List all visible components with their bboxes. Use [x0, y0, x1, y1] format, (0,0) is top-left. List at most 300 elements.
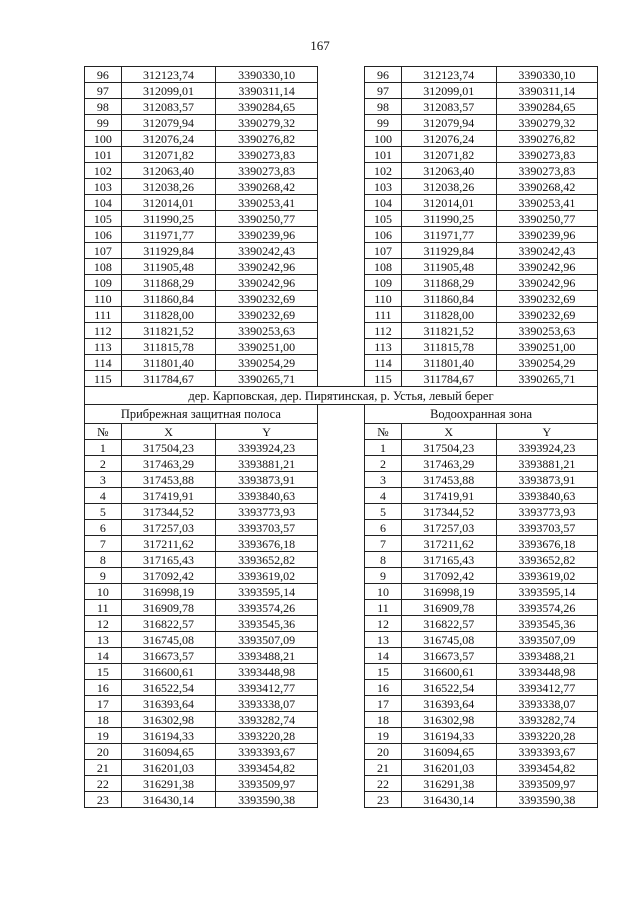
- table-row: [85, 195, 598, 211]
- right-cell-x: 316822,57: [401, 616, 496, 632]
- left-cell-number: 5: [85, 504, 122, 520]
- right-cell-number: 11: [365, 600, 402, 616]
- right-cell-y: 3393773,93: [496, 504, 597, 520]
- left-cell-x: 312038,26: [121, 179, 216, 195]
- right-cell-y: 3390279,32: [496, 115, 597, 131]
- right-cell-y: 3393454,82: [496, 760, 597, 776]
- header-row: [85, 424, 598, 440]
- table-row: [85, 179, 598, 195]
- left-cell-y: 3393619,02: [216, 568, 317, 584]
- right-cell-y: 3393507,09: [496, 632, 597, 648]
- left-cell-y: 3393873,91: [216, 472, 317, 488]
- gap-cell: [317, 680, 364, 696]
- gap-cell: [317, 584, 364, 600]
- gap-cell: [317, 504, 364, 520]
- gap-cell: [317, 696, 364, 712]
- right-cell-x: 316600,61: [401, 664, 496, 680]
- right-cell-number: 1: [365, 440, 402, 456]
- right-header-x: X: [401, 424, 496, 440]
- right-cell-x: 311784,67: [401, 371, 496, 387]
- right-cell-number: 6: [365, 520, 402, 536]
- left-cell-number: 15: [85, 664, 122, 680]
- left-cell-number: 9: [85, 568, 122, 584]
- left-cell-y: 3390250,77: [216, 211, 317, 227]
- table-row: [85, 536, 598, 552]
- left-cell-y: 3393448,98: [216, 664, 317, 680]
- table-row: [85, 227, 598, 243]
- right-cell-number: 110: [365, 291, 402, 307]
- left-cell-number: 102: [85, 163, 122, 179]
- left-cell-x: 316094,65: [121, 744, 216, 760]
- right-cell-x: 311905,48: [401, 259, 496, 275]
- right-cell-x: 312083,57: [401, 99, 496, 115]
- left-cell-number: 101: [85, 147, 122, 163]
- left-header-y: Y: [216, 424, 317, 440]
- left-cell-x: 312123,74: [121, 67, 216, 83]
- gap-cell: [317, 243, 364, 259]
- right-cell-number: 5: [365, 504, 402, 520]
- right-cell-x: 317092,42: [401, 568, 496, 584]
- left-cell-number: 17: [85, 696, 122, 712]
- left-cell-x: 317504,23: [121, 440, 216, 456]
- gap-cell: [317, 552, 364, 568]
- left-cell-y: 3393590,38: [216, 792, 317, 808]
- left-cell-number: 97: [85, 83, 122, 99]
- right-cell-y: 3390232,69: [496, 291, 597, 307]
- right-cell-x: 311990,25: [401, 211, 496, 227]
- right-cell-number: 99: [365, 115, 402, 131]
- right-cell-x: 317463,29: [401, 456, 496, 472]
- right-cell-number: 15: [365, 664, 402, 680]
- left-cell-y: 3390279,32: [216, 115, 317, 131]
- left-cell-y: 3393282,74: [216, 712, 317, 728]
- left-cell-y: 3390276,82: [216, 131, 317, 147]
- table-row: [85, 456, 598, 472]
- left-cell-y: 3393840,63: [216, 488, 317, 504]
- gap-cell: [317, 728, 364, 744]
- section-title-row: [85, 387, 598, 405]
- right-cell-x: 316522,54: [401, 680, 496, 696]
- left-cell-x: 316600,61: [121, 664, 216, 680]
- left-cell-y: 3390242,96: [216, 259, 317, 275]
- section-title: дер. Карповская, дер. Пирятинская, р. Устья, левый берег: [85, 387, 598, 405]
- table-row: [85, 163, 598, 179]
- right-cell-y: 3393676,18: [496, 536, 597, 552]
- left-cell-x: 317211,62: [121, 536, 216, 552]
- left-cell-x: 316430,14: [121, 792, 216, 808]
- right-cell-number: 2: [365, 456, 402, 472]
- right-cell-x: 316094,65: [401, 744, 496, 760]
- left-cell-x: 311905,48: [121, 259, 216, 275]
- left-cell-y: 3390242,96: [216, 275, 317, 291]
- gap-cell: [317, 456, 364, 472]
- right-cell-number: 104: [365, 195, 402, 211]
- table-row: [85, 147, 598, 163]
- table-row: [85, 616, 598, 632]
- left-cell-number: 108: [85, 259, 122, 275]
- left-cell-y: 3390253,63: [216, 323, 317, 339]
- right-cell-y: 3390232,69: [496, 307, 597, 323]
- left-cell-y: 3393703,57: [216, 520, 317, 536]
- right-cell-x: 316194,33: [401, 728, 496, 744]
- left-cell-number: 14: [85, 648, 122, 664]
- left-cell-number: 8: [85, 552, 122, 568]
- gap-cell: [317, 424, 364, 440]
- table-row: [85, 275, 598, 291]
- right-zone-title: Водоохранная зона: [365, 405, 598, 424]
- right-cell-number: 23: [365, 792, 402, 808]
- left-cell-y: 3390239,96: [216, 227, 317, 243]
- right-cell-y: 3390276,82: [496, 131, 597, 147]
- right-cell-y: 3390273,83: [496, 147, 597, 163]
- table-row: [85, 259, 598, 275]
- gap-cell: [317, 371, 364, 387]
- right-cell-y: 3393220,28: [496, 728, 597, 744]
- left-cell-x: 316909,78: [121, 600, 216, 616]
- right-cell-y: 3393590,38: [496, 792, 597, 808]
- table-row: [85, 472, 598, 488]
- left-cell-number: 12: [85, 616, 122, 632]
- gap-cell: [317, 355, 364, 371]
- right-cell-number: 108: [365, 259, 402, 275]
- table-row: [85, 339, 598, 355]
- right-cell-x: 316673,57: [401, 648, 496, 664]
- coordinates-table: [84, 66, 598, 808]
- right-cell-y: 3393282,74: [496, 712, 597, 728]
- left-cell-y: 3393595,14: [216, 584, 317, 600]
- right-cell-number: 100: [365, 131, 402, 147]
- left-header-x: X: [121, 424, 216, 440]
- right-cell-number: 7: [365, 536, 402, 552]
- left-cell-number: 111: [85, 307, 122, 323]
- right-cell-number: 115: [365, 371, 402, 387]
- table-row: [85, 504, 598, 520]
- left-cell-x: 312099,01: [121, 83, 216, 99]
- left-cell-x: 316393,64: [121, 696, 216, 712]
- right-cell-y: 3390273,83: [496, 163, 597, 179]
- gap-cell: [317, 600, 364, 616]
- right-cell-x: 316291,38: [401, 776, 496, 792]
- right-cell-y: 3390268,42: [496, 179, 597, 195]
- table-row: [85, 680, 598, 696]
- left-cell-y: 3393454,82: [216, 760, 317, 776]
- left-cell-number: 113: [85, 339, 122, 355]
- right-cell-y: 3393574,26: [496, 600, 597, 616]
- left-cell-y: 3393393,67: [216, 744, 317, 760]
- left-cell-x: 311860,84: [121, 291, 216, 307]
- right-cell-number: 101: [365, 147, 402, 163]
- gap-cell: [317, 760, 364, 776]
- left-cell-number: 114: [85, 355, 122, 371]
- right-cell-number: 103: [365, 179, 402, 195]
- right-cell-y: 3390253,63: [496, 323, 597, 339]
- right-cell-x: 312076,24: [401, 131, 496, 147]
- right-cell-y: 3390250,77: [496, 211, 597, 227]
- gap-cell: [317, 568, 364, 584]
- left-cell-number: 109: [85, 275, 122, 291]
- right-cell-y: 3390311,14: [496, 83, 597, 99]
- left-cell-x: 316822,57: [121, 616, 216, 632]
- right-cell-y: 3390239,96: [496, 227, 597, 243]
- right-cell-number: 112: [365, 323, 402, 339]
- right-cell-y: 3393873,91: [496, 472, 597, 488]
- right-cell-number: 17: [365, 696, 402, 712]
- gap-cell: [317, 664, 364, 680]
- right-cell-x: 317211,62: [401, 536, 496, 552]
- right-cell-x: 317257,03: [401, 520, 496, 536]
- right-cell-number: 22: [365, 776, 402, 792]
- left-cell-x: 311990,25: [121, 211, 216, 227]
- right-cell-y: 3393448,98: [496, 664, 597, 680]
- right-header-y: Y: [496, 424, 597, 440]
- right-cell-number: 4: [365, 488, 402, 504]
- left-cell-number: 21: [85, 760, 122, 776]
- gap-cell: [317, 83, 364, 99]
- left-cell-y: 3393220,28: [216, 728, 317, 744]
- left-cell-x: 316302,98: [121, 712, 216, 728]
- gap-cell: [317, 520, 364, 536]
- left-cell-number: 107: [85, 243, 122, 259]
- gap-cell: [317, 776, 364, 792]
- left-cell-x: 311929,84: [121, 243, 216, 259]
- right-cell-number: 109: [365, 275, 402, 291]
- gap-cell: [317, 291, 364, 307]
- right-cell-x: 317419,91: [401, 488, 496, 504]
- table-row: [85, 712, 598, 728]
- left-cell-x: 312014,01: [121, 195, 216, 211]
- left-cell-y: 3393881,21: [216, 456, 317, 472]
- right-cell-x: 316201,03: [401, 760, 496, 776]
- right-cell-x: 312038,26: [401, 179, 496, 195]
- right-cell-x: 317453,88: [401, 472, 496, 488]
- gap-cell: [317, 131, 364, 147]
- left-cell-number: 98: [85, 99, 122, 115]
- right-cell-y: 3393703,57: [496, 520, 597, 536]
- left-cell-y: 3393652,82: [216, 552, 317, 568]
- right-cell-y: 3390284,65: [496, 99, 597, 115]
- left-cell-y: 3390273,83: [216, 147, 317, 163]
- right-cell-number: 3: [365, 472, 402, 488]
- gap-cell: [317, 648, 364, 664]
- right-cell-y: 3390242,96: [496, 259, 597, 275]
- table-row: [85, 83, 598, 99]
- right-cell-y: 3390251,00: [496, 339, 597, 355]
- right-cell-y: 3393595,14: [496, 584, 597, 600]
- right-cell-y: 3390254,29: [496, 355, 597, 371]
- left-cell-x: 311801,40: [121, 355, 216, 371]
- left-cell-number: 105: [85, 211, 122, 227]
- left-cell-x: 317092,42: [121, 568, 216, 584]
- gap-cell: [317, 307, 364, 323]
- left-cell-number: 22: [85, 776, 122, 792]
- right-cell-number: 102: [365, 163, 402, 179]
- left-cell-x: 312083,57: [121, 99, 216, 115]
- left-cell-x: 316201,03: [121, 760, 216, 776]
- left-cell-number: 104: [85, 195, 122, 211]
- left-cell-y: 3390330,10: [216, 67, 317, 83]
- left-cell-number: 11: [85, 600, 122, 616]
- right-cell-x: 312123,74: [401, 67, 496, 83]
- gap-cell: [317, 275, 364, 291]
- left-cell-y: 3393676,18: [216, 536, 317, 552]
- table-row: [85, 776, 598, 792]
- right-cell-x: 311929,84: [401, 243, 496, 259]
- gap-cell: [317, 99, 364, 115]
- right-cell-number: 106: [365, 227, 402, 243]
- right-cell-y: 3393924,23: [496, 440, 597, 456]
- left-cell-number: 13: [85, 632, 122, 648]
- right-cell-number: 13: [365, 632, 402, 648]
- left-cell-y: 3390311,14: [216, 83, 317, 99]
- right-cell-y: 3390265,71: [496, 371, 597, 387]
- left-cell-number: 16: [85, 680, 122, 696]
- table-row: [85, 760, 598, 776]
- left-cell-y: 3393574,26: [216, 600, 317, 616]
- table-row: [85, 648, 598, 664]
- gap-cell: [317, 744, 364, 760]
- zone-title-row: [85, 405, 598, 424]
- left-cell-number: 19: [85, 728, 122, 744]
- right-cell-number: 96: [365, 67, 402, 83]
- right-cell-x: 317165,43: [401, 552, 496, 568]
- left-cell-x: 317463,29: [121, 456, 216, 472]
- right-cell-x: 316998,19: [401, 584, 496, 600]
- right-cell-y: 3393488,21: [496, 648, 597, 664]
- top-rows: [85, 67, 598, 387]
- left-cell-number: 1: [85, 440, 122, 456]
- left-zone-title: Прибрежная защитная полоса: [85, 405, 318, 424]
- right-cell-number: 105: [365, 211, 402, 227]
- right-cell-x: 316909,78: [401, 600, 496, 616]
- gap-cell: [317, 405, 364, 424]
- right-cell-y: 3393393,67: [496, 744, 597, 760]
- left-header-number: №: [85, 424, 122, 440]
- right-cell-y: 3393338,07: [496, 696, 597, 712]
- left-cell-y: 3390254,29: [216, 355, 317, 371]
- table-row: [85, 371, 598, 387]
- table-row: [85, 307, 598, 323]
- gap-cell: [317, 712, 364, 728]
- right-cell-x: 312014,01: [401, 195, 496, 211]
- left-cell-number: 10: [85, 584, 122, 600]
- right-cell-x: 316302,98: [401, 712, 496, 728]
- right-cell-number: 18: [365, 712, 402, 728]
- left-cell-number: 99: [85, 115, 122, 131]
- table-row: [85, 792, 598, 808]
- gap-cell: [317, 323, 364, 339]
- left-cell-number: 3: [85, 472, 122, 488]
- gap-cell: [317, 632, 364, 648]
- left-cell-y: 3390251,00: [216, 339, 317, 355]
- right-cell-y: 3390253,41: [496, 195, 597, 211]
- left-cell-number: 115: [85, 371, 122, 387]
- left-cell-x: 317257,03: [121, 520, 216, 536]
- right-cell-x: 311821,52: [401, 323, 496, 339]
- right-cell-number: 97: [365, 83, 402, 99]
- gap-cell: [317, 115, 364, 131]
- table-row: [85, 488, 598, 504]
- right-cell-number: 19: [365, 728, 402, 744]
- right-cell-number: 114: [365, 355, 402, 371]
- gap-cell: [317, 195, 364, 211]
- gap-cell: [317, 211, 364, 227]
- right-cell-number: 107: [365, 243, 402, 259]
- table-row: [85, 568, 598, 584]
- right-cell-number: 98: [365, 99, 402, 115]
- table-row: [85, 440, 598, 456]
- table-row: [85, 552, 598, 568]
- right-cell-x: 316745,08: [401, 632, 496, 648]
- left-cell-y: 3393412,77: [216, 680, 317, 696]
- gap-cell: [317, 792, 364, 808]
- table-row: [85, 243, 598, 259]
- right-cell-y: 3393619,02: [496, 568, 597, 584]
- right-cell-x: 317344,52: [401, 504, 496, 520]
- left-cell-x: 317419,91: [121, 488, 216, 504]
- right-cell-y: 3393545,36: [496, 616, 597, 632]
- right-cell-number: 21: [365, 760, 402, 776]
- right-cell-x: 311801,40: [401, 355, 496, 371]
- left-cell-y: 3390232,69: [216, 307, 317, 323]
- left-cell-x: 317344,52: [121, 504, 216, 520]
- right-cell-x: 312099,01: [401, 83, 496, 99]
- table-row: [85, 728, 598, 744]
- gap-cell: [317, 536, 364, 552]
- right-cell-x: 316393,64: [401, 696, 496, 712]
- table-row: [85, 600, 598, 616]
- table-row: [85, 67, 598, 83]
- right-cell-y: 3393652,82: [496, 552, 597, 568]
- right-cell-y: 3393881,21: [496, 456, 597, 472]
- left-cell-x: 316522,54: [121, 680, 216, 696]
- page-number: 167: [310, 38, 330, 53]
- gap-cell: [317, 227, 364, 243]
- left-cell-x: 316745,08: [121, 632, 216, 648]
- left-cell-y: 3390232,69: [216, 291, 317, 307]
- right-cell-x: 317504,23: [401, 440, 496, 456]
- left-cell-number: 18: [85, 712, 122, 728]
- right-cell-y: 3393412,77: [496, 680, 597, 696]
- left-cell-y: 3393924,23: [216, 440, 317, 456]
- right-cell-x: 312063,40: [401, 163, 496, 179]
- right-cell-x: 311868,29: [401, 275, 496, 291]
- table-row: [85, 355, 598, 371]
- left-cell-x: 317165,43: [121, 552, 216, 568]
- table-row: [85, 584, 598, 600]
- left-cell-x: 316291,38: [121, 776, 216, 792]
- table-row: [85, 696, 598, 712]
- left-cell-number: 2: [85, 456, 122, 472]
- left-cell-x: 316673,57: [121, 648, 216, 664]
- table-row: [85, 744, 598, 760]
- table-row: [85, 664, 598, 680]
- left-cell-y: 3390273,83: [216, 163, 317, 179]
- gap-cell: [317, 147, 364, 163]
- right-cell-y: 3393509,97: [496, 776, 597, 792]
- left-cell-x: 312079,94: [121, 115, 216, 131]
- right-cell-y: 3390242,43: [496, 243, 597, 259]
- table-row: [85, 632, 598, 648]
- left-cell-number: 110: [85, 291, 122, 307]
- left-cell-y: 3390268,42: [216, 179, 317, 195]
- table-row: [85, 520, 598, 536]
- left-cell-x: 311784,67: [121, 371, 216, 387]
- left-cell-y: 3390242,43: [216, 243, 317, 259]
- right-cell-number: 12: [365, 616, 402, 632]
- left-cell-x: 311815,78: [121, 339, 216, 355]
- gap-cell: [317, 163, 364, 179]
- right-cell-number: 8: [365, 552, 402, 568]
